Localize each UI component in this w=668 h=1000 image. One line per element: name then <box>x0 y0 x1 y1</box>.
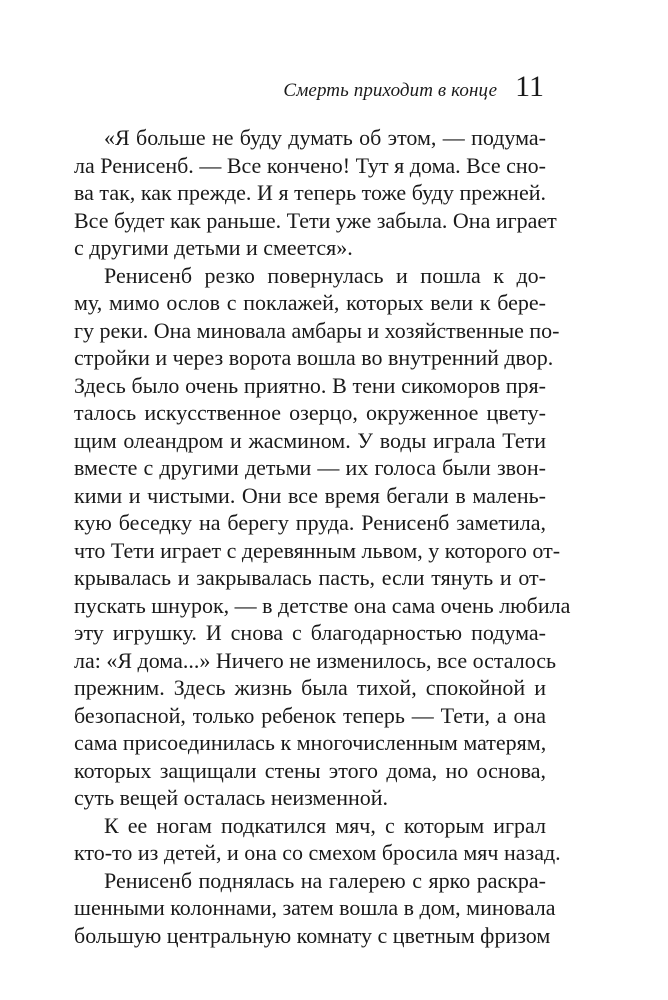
text-line: ла: «Я дома...» Ничего не изменилось, все осталось <box>74 647 557 673</box>
text-line: безопасной, только ребенок теперь — Тети, а она <box>74 702 546 728</box>
text-line: шенными колоннами, затем вошла в дом, миновала <box>74 895 556 920</box>
text-line: Здесь было очень приятно. В тени сикоморов пря- <box>74 372 546 398</box>
text-line: «Я больше не буду думать об этом, — подума- <box>104 125 546 150</box>
page-number: 11 <box>515 70 544 103</box>
text-line: Все будет как раньше. Тети уже забыла. Она играет <box>74 207 557 233</box>
text-line: кто-то из детей, и она со смехом бросила мяч назад. <box>74 840 561 865</box>
text-line: ла Ренисенб. — Все кончено! Тут я дома. Все сно- <box>74 152 546 178</box>
text-line: крывалась и закрывалась пасть, если тянуть и от- <box>74 565 546 590</box>
text-line: щим олеандром и жасмином. У воды играла Тети <box>74 427 546 453</box>
paragraph <box>74 812 561 867</box>
text-line: пускать шнурок, — в детстве она сама очень любила <box>74 592 571 618</box>
text-line: что Тети играет с деревянным львом, у которого от- <box>74 537 561 563</box>
text-line: сама присоединилась к многочисленным матерям, <box>74 730 547 755</box>
text-line: Ренисенб поднялась на галерею с ярко раскра- <box>104 867 546 893</box>
text-line: вместе с другими детьми — их голоса были звон- <box>74 455 546 480</box>
text-line: му, мимо ослов с поклажей, которых вели к бере- <box>74 290 546 315</box>
text-line: с другими детьми и смеется». <box>74 235 353 260</box>
text-line: суть вещей осталась неизменной. <box>74 785 389 810</box>
text-line: гу реки. Она миновала амбары и хозяйственные по- <box>74 317 560 343</box>
running-title: Смерть приходит в конце <box>283 80 498 101</box>
text-line: Ренисенб резко повернулась и пошла к до- <box>104 262 546 288</box>
running-head <box>74 72 544 116</box>
body-text <box>74 124 571 949</box>
text-line: большую центральную комнату с цветным фризом <box>74 922 551 948</box>
text-line: талось искусственное озерцо, окруженное цвету- <box>74 400 546 425</box>
text-line: которых защищали стены этого дома, но основа, <box>74 757 546 783</box>
paragraph <box>74 867 556 950</box>
text-line: кими и чистыми. Они все время бегали в малень- <box>74 482 546 508</box>
text-line: ва так, как прежде. И я теперь тоже буду прежней. <box>74 180 546 205</box>
text-line: прежним. Здесь жизнь была тихой, спокойной и <box>74 675 546 700</box>
text-line: эту игрушку. И снова с благодарностью подума- <box>74 620 546 645</box>
paragraph <box>74 262 571 812</box>
text-line: К ее ногам подкатился мяч, с которым играл <box>104 812 546 838</box>
paragraph <box>74 124 557 262</box>
text-line: стройки и через ворота вошла во внутренний двор. <box>74 345 554 370</box>
text-line: кую беседку на берегу пруда. Ренисенб заметила, <box>74 510 546 535</box>
